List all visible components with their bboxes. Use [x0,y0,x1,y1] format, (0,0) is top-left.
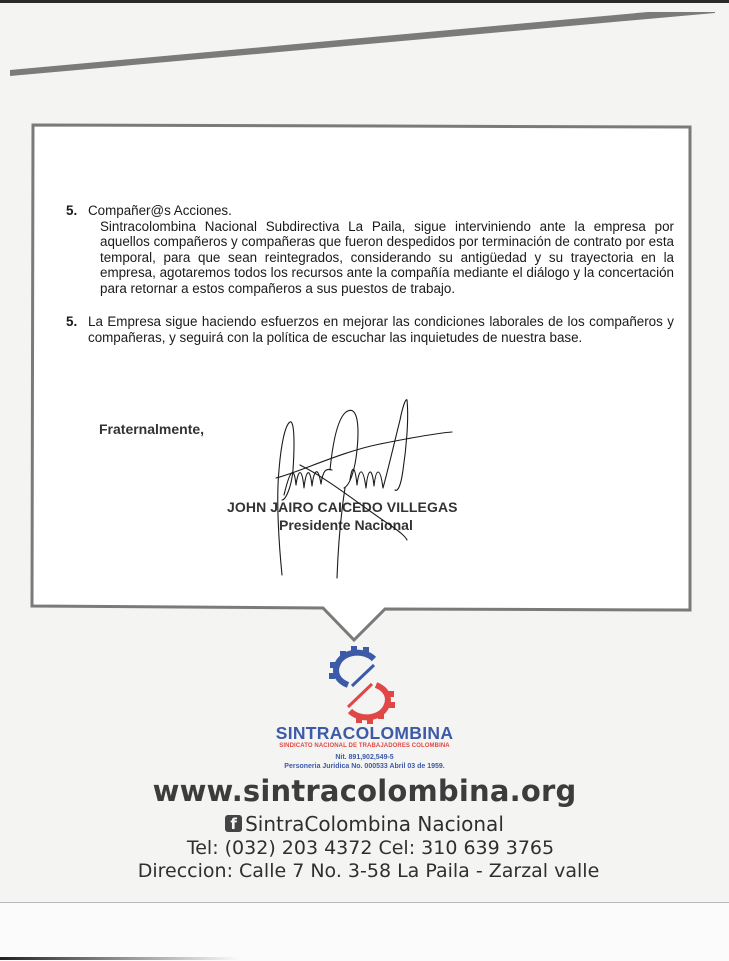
logo-red-slash [348,684,372,707]
item-number: 5. [66,314,78,329]
item-body: Sintracolombina Nacional Subdirectiva La Paila, sigue interviniendo ante la empresa por aquellos compañeros y compañeras que fueron despedidos por terminación de contrato por esta temporal, para que sean reintegrados, considerando su antigüedad y su trayectoria en la empresa, agotaremos todos los recursos ante la compañía mediante el diálogo y la concertación para retornar a estos compañeros a sus puestos de trabajo. [100,218,674,296]
org-personeria: Personeria Juridica No. 000533 Abril 03 de 1959. [284,763,445,770]
signer-role: Presidente Nacional [279,517,413,533]
phone-numbers: Tel: (032) 203 4372 Cel: 310 639 3765 [186,837,555,859]
facebook-icon: f [225,815,242,832]
org-nit: Nit. 891,902,549-5 [335,754,394,761]
closing-salutation: Fraternalmente, [99,421,205,437]
facebook-line [0,812,729,836]
signer-name: JOHN JAIRO CAICEDO VILLEGAS [227,499,458,515]
item-title: Compañer@s Acciones. [88,203,232,218]
item-body: La Empresa sigue haciendo esfuerzos en mejorar las condiciones laborales de los compañeros y compañeras, y seguirá con la política de escuchar las inquietudes de nuestra base. [88,314,674,345]
logo-blue-slash [352,665,374,686]
scan-bottom-panel [0,902,729,961]
postal-address: Direccion: Calle 7 No. 3-58 La Paila - Zarzal valle [137,860,600,882]
org-name: SINTRACOLOMBINA [275,723,454,743]
facebook-page-name[interactable]: SintraColombina Nacional [245,812,504,836]
gear-s-logo-icon [326,645,398,725]
item-number: 5. [66,203,78,218]
website-link[interactable]: www.sintracolombina.org [152,774,577,808]
org-subtitle: SINDICATO NACIONAL DE TRABAJADORES COLOMBINA [279,743,450,749]
